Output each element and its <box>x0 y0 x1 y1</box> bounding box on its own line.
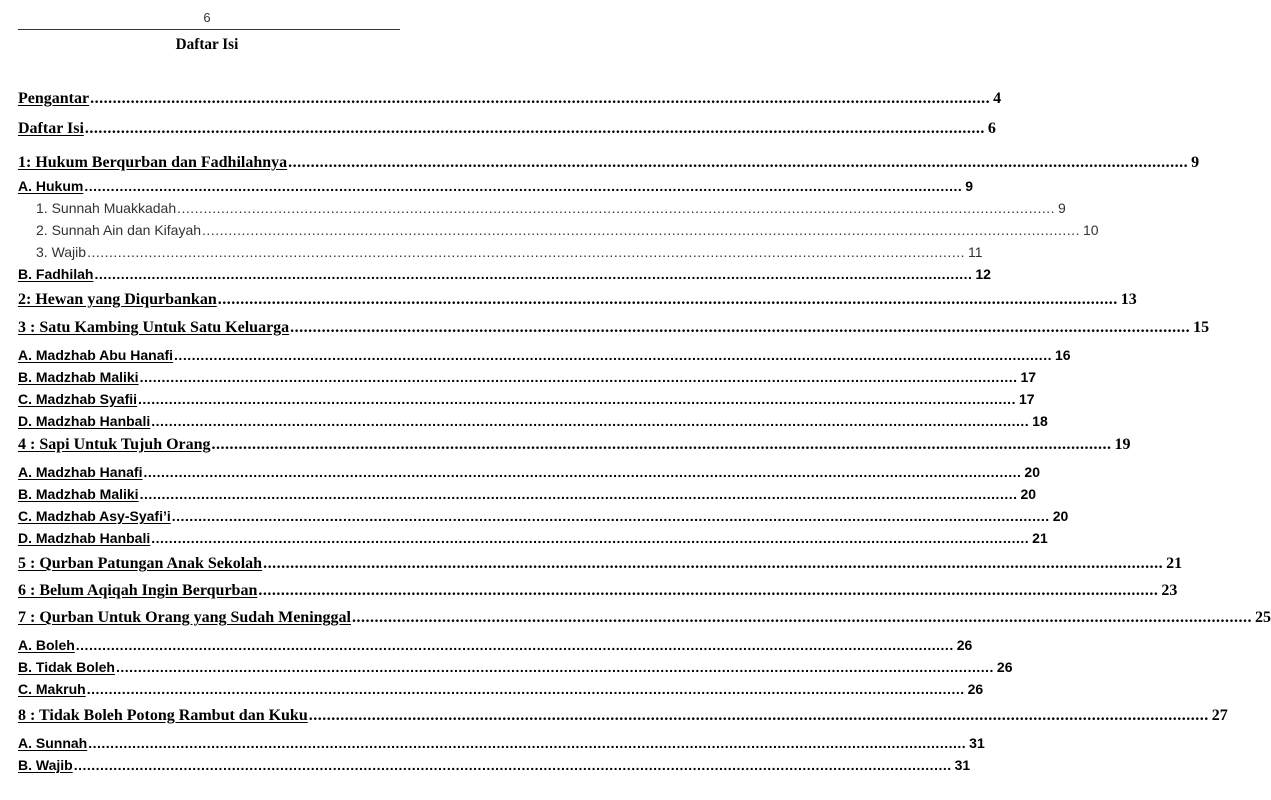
toc-entry-page: 20 <box>1020 486 1037 502</box>
toc-entry-label: A. Madzhab Hanafi <box>18 464 143 480</box>
toc-entry-page: 9 <box>1191 154 1200 171</box>
toc-entry-page: 9 <box>1058 200 1066 216</box>
toc-entry-chapter[interactable] <box>18 578 1178 600</box>
toc-leader-dots: ........................................................................................................................................................................................................ <box>217 291 1118 308</box>
toc-leader-dots: ........................................................................................................................................................................................................ <box>115 659 994 675</box>
toc-entry-sub[interactable] <box>18 385 1035 407</box>
toc-entry-page: 19 <box>1114 436 1131 453</box>
toc-entry-sub[interactable] <box>18 458 1040 480</box>
toc-entry-chapter[interactable] <box>18 432 1131 454</box>
toc-entry-label: B. Wajib <box>18 757 73 773</box>
toc-entry-page: 17 <box>1020 369 1037 385</box>
toc-entry-label: 8 : Tidak Boleh Potong Rambut dan Kuku <box>18 707 308 724</box>
toc-entry-chapter[interactable] <box>18 86 1002 108</box>
toc-entry-page: 26 <box>996 659 1013 675</box>
toc-entry-sub[interactable] <box>18 341 1071 363</box>
page-number: 6 <box>203 10 211 25</box>
toc-entry-label: 2. Sunnah Ain dan Kifayah <box>36 222 202 238</box>
toc-entry-label: 1. Sunnah Muakkadah <box>36 200 177 216</box>
toc-entry-sub[interactable] <box>18 524 1048 546</box>
toc-entry-page: 17 <box>1018 391 1035 407</box>
toc-entry-label: 6 : Belum Aqiqah Ingin Berqurban <box>18 582 258 599</box>
toc-entry-page: 12 <box>975 266 991 282</box>
toc-entry-label: 2: Hewan yang Diqurbankan <box>18 291 217 308</box>
toc-entry-chapter[interactable] <box>18 703 1228 725</box>
toc-leader-dots: ........................................................................................................................................................................................................ <box>151 413 1030 429</box>
toc-leader-dots: ........................................................................................................................................................................................................ <box>86 681 965 697</box>
toc-leader-dots: ........................................................................................................................................................................................................ <box>139 369 1018 385</box>
toc-entry-label: 7 : Qurban Untuk Orang yang Sudah Meninggal <box>18 609 351 626</box>
toc-leader-dots: ........................................................................................................................................................................................................ <box>351 609 1252 626</box>
toc-leader-dots: ........................................................................................................................................................................................................ <box>211 436 1112 453</box>
toc-entry-sub[interactable] <box>18 653 1013 675</box>
toc-leader-dots: ........................................................................................................................................................................................................ <box>84 120 985 137</box>
toc-entry-page: 23 <box>1161 582 1178 599</box>
toc-entry-chapter[interactable] <box>18 150 1200 172</box>
toc-entry-page: 26 <box>956 637 973 653</box>
toc-entry-page: 26 <box>967 681 984 697</box>
toc-entry-label: A. Madzhab Abu Hanafi <box>18 347 174 363</box>
toc-entry-page: 11 <box>968 244 983 260</box>
page-title: Daftar Isi <box>175 36 239 53</box>
toc-entry-chapter[interactable] <box>18 116 996 138</box>
toc-leader-dots: ........................................................................................................................................................................................................ <box>308 707 1209 724</box>
toc-entry-page: 9 <box>965 178 974 194</box>
toc-leader-dots: ........................................................................................................................................................................................................ <box>87 244 965 260</box>
toc-entry-sub[interactable] <box>18 675 984 697</box>
toc-entry-page: 15 <box>1193 319 1210 336</box>
toc-entry-chapter[interactable] <box>18 551 1183 573</box>
toc-entry-page: 18 <box>1032 413 1048 429</box>
toc-entry-label: A. Sunnah <box>18 735 88 751</box>
toc-leader-dots: ........................................................................................................................................................................................................ <box>151 530 1030 546</box>
toc-leader-dots: ........................................................................................................................................................................................................ <box>174 347 1052 363</box>
toc-entry-label: C. Madzhab Asy-Syafi’i <box>18 508 171 524</box>
toc-entry-item[interactable] <box>18 216 1099 238</box>
toc-entry-label: D. Madzhab Hanbali <box>18 413 151 429</box>
toc-entry-label: C. Makruh <box>18 681 86 697</box>
toc-entry-page: 21 <box>1166 555 1183 572</box>
toc-entry-label: 4 : Sapi Untuk Tujuh Orang <box>18 436 211 453</box>
toc-leader-dots: ........................................................................................................................................................................................................ <box>258 582 1159 599</box>
toc-entry-sub[interactable] <box>18 172 974 194</box>
toc-entry-page: 25 <box>1254 609 1271 626</box>
toc-entry-page: 16 <box>1054 347 1071 363</box>
toc-entry-chapter[interactable] <box>18 605 1271 627</box>
toc-entry-label: C. Madzhab Syafii <box>18 391 138 407</box>
toc-entry-label: 3 : Satu Kambing Untuk Satu Keluarga <box>18 319 290 336</box>
toc-entry-label: 3. Wajib <box>36 244 87 260</box>
toc-entry-sub[interactable] <box>18 729 985 751</box>
toc-entry-label: B. Tidak Boleh <box>18 659 115 675</box>
toc-leader-dots: ........................................................................................................................................................................................................ <box>290 319 1191 336</box>
toc-entry-page: 6 <box>987 120 996 137</box>
toc-entry-label: B. Madzhab Maliki <box>18 486 139 502</box>
toc-entry-item[interactable] <box>18 238 983 260</box>
toc-entry-sub[interactable] <box>18 631 973 653</box>
toc-entry-page: 20 <box>1024 464 1040 480</box>
toc-entry-sub[interactable] <box>18 751 971 773</box>
toc-entry-sub[interactable] <box>18 502 1069 524</box>
toc-leader-dots: ........................................................................................................................................................................................................ <box>139 486 1018 502</box>
toc-entry-page: 31 <box>969 735 985 751</box>
toc-entry-page: 4 <box>993 90 1002 107</box>
toc-entry-page: 20 <box>1052 508 1069 524</box>
toc-leader-dots: ........................................................................................................................................................................................................ <box>288 154 1189 171</box>
toc-entry-label: 5 : Qurban Patungan Anak Sekolah <box>18 555 263 572</box>
toc-entry-label: 1: Hukum Berqurban dan Fadhilahnya <box>18 154 288 171</box>
toc-entry-label: A. Boleh <box>18 637 75 653</box>
toc-entry-page: 27 <box>1211 707 1228 724</box>
toc-entry-page: 13 <box>1120 291 1137 308</box>
toc-leader-dots: ........................................................................................................................................................................................................ <box>171 508 1050 524</box>
toc-entry-sub[interactable] <box>18 407 1048 429</box>
toc-entry-sub[interactable] <box>18 260 991 282</box>
header-rule <box>18 29 400 30</box>
toc-entry-chapter[interactable] <box>18 287 1137 309</box>
toc-entry-sub[interactable] <box>18 480 1037 502</box>
toc-leader-dots: ........................................................................................................................................................................................................ <box>263 555 1164 572</box>
toc-entry-page: 10 <box>1082 222 1099 238</box>
toc-entry-label: Daftar Isi <box>18 120 84 137</box>
toc-entry-label: Pengantar <box>18 90 90 107</box>
toc-entry-page: 21 <box>1032 530 1048 546</box>
toc-entry-label: B. Fadhilah <box>18 266 94 282</box>
toc-leader-dots: ........................................................................................................................................................................................................ <box>94 266 973 282</box>
toc-leader-dots: ........................................................................................................................................................................................................ <box>143 464 1022 480</box>
toc-leader-dots: ........................................................................................................................................................................................................ <box>75 637 954 653</box>
toc-entry-item[interactable] <box>18 194 1066 216</box>
toc-entry-chapter[interactable] <box>18 315 1210 337</box>
toc-entry-label: D. Madzhab Hanbali <box>18 530 151 546</box>
toc-leader-dots: ........................................................................................................................................................................................................ <box>90 90 991 107</box>
toc-leader-dots: ........................................................................................................................................................................................................ <box>202 222 1080 238</box>
toc-entry-page: 31 <box>954 757 971 773</box>
toc-entry-label: A. Hukum <box>18 178 84 194</box>
toc-leader-dots: ........................................................................................................................................................................................................ <box>73 757 952 773</box>
toc-leader-dots: ........................................................................................................................................................................................................ <box>88 735 967 751</box>
toc-entry-sub[interactable] <box>18 363 1037 385</box>
toc-leader-dots: ........................................................................................................................................................................................................ <box>84 178 963 194</box>
toc-entry-label: B. Madzhab Maliki <box>18 369 139 385</box>
toc-leader-dots: ........................................................................................................................................................................................................ <box>177 200 1056 216</box>
toc-leader-dots: ........................................................................................................................................................................................................ <box>138 391 1016 407</box>
